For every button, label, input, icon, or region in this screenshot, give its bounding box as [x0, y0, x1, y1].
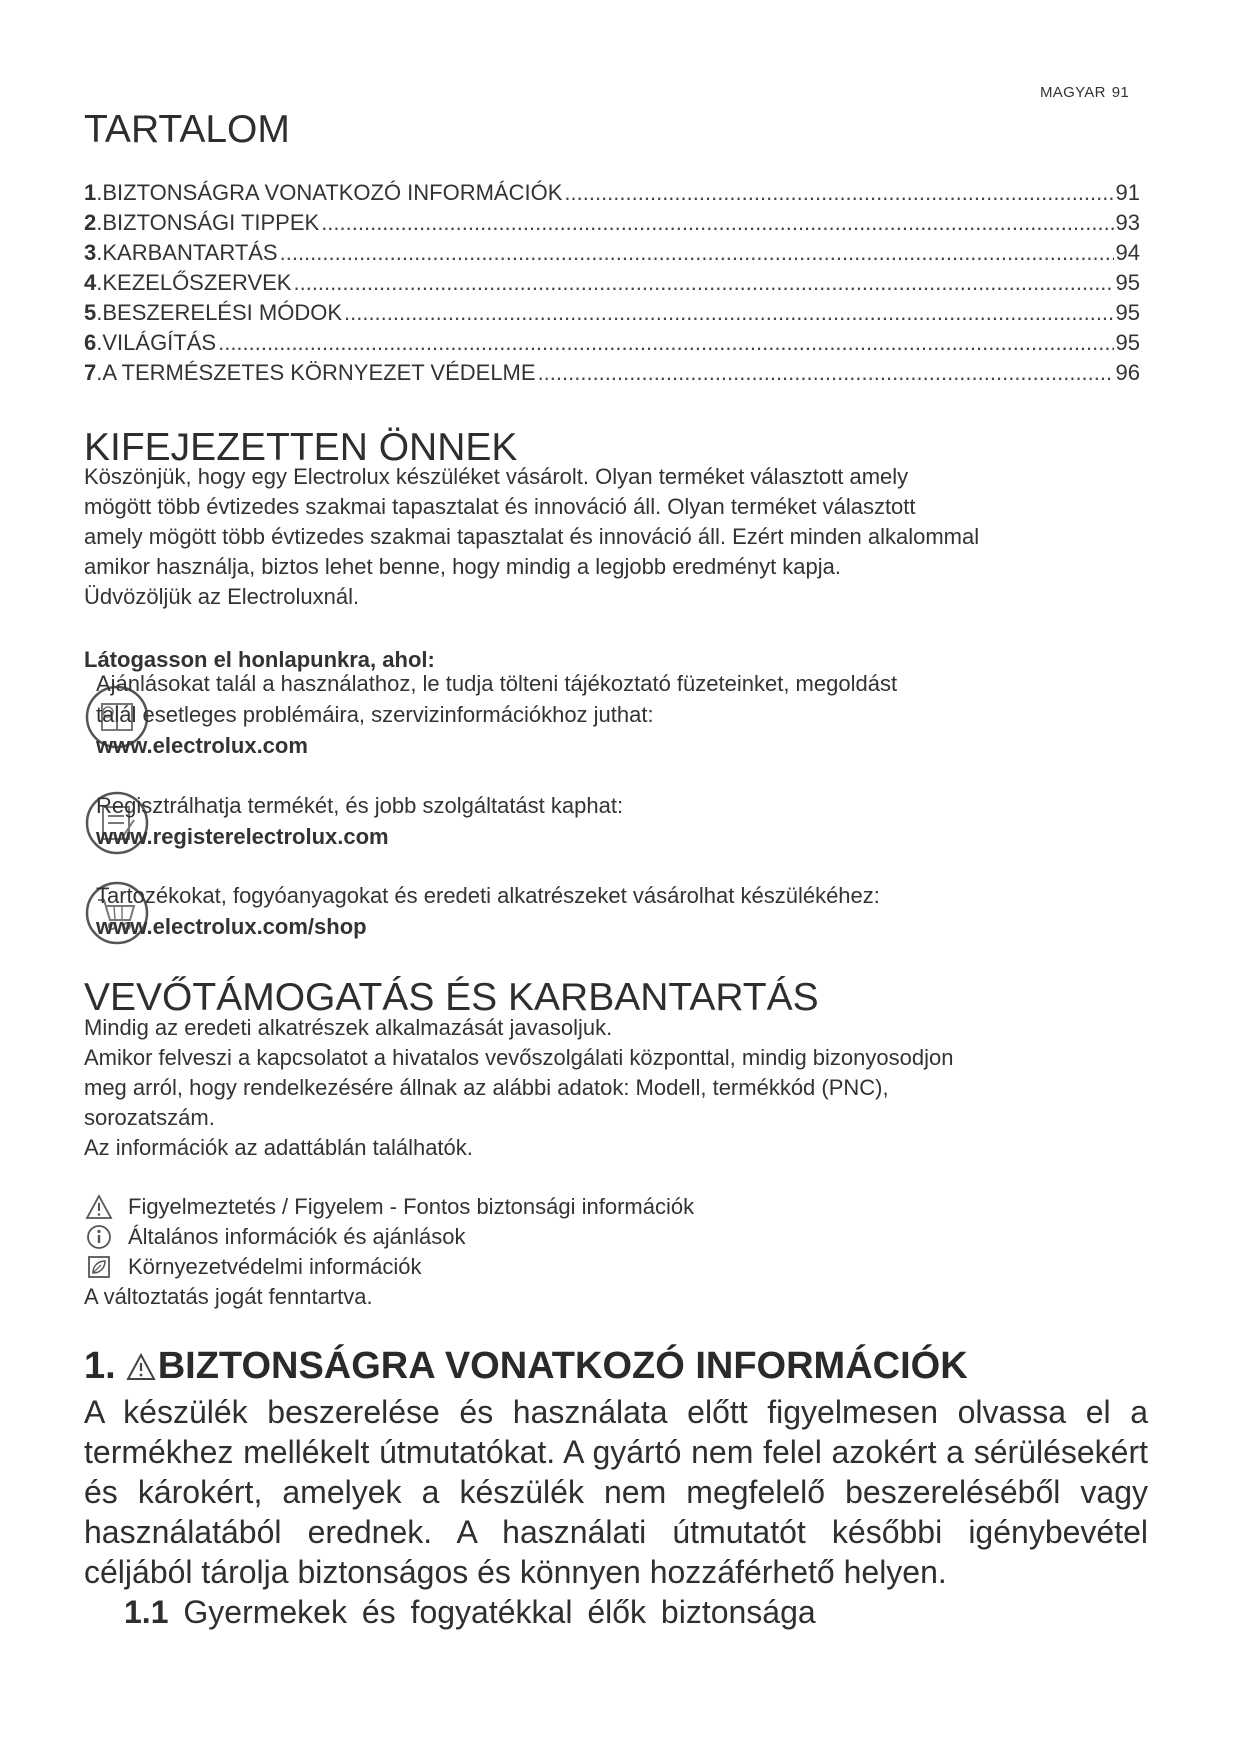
intro-text: Köszönjük, hogy egy Electrolux készüléket vásárolt. Olyan terméket választott amely mögött több évtizedes szakmai tapasztalat és innováció áll. Olyan terméket választott amely mögött több évtizedes szakmai tapasztalat és innováció áll. Ezért minden alkalommal amikor használja, biztos lehet benne, hogy mindig a legjobb eredményt kapja. Üdvözöljük az Electroluxnál.: [84, 464, 980, 609]
table-of-contents: [84, 180, 1140, 390]
visit-block-register: Regisztrálhatja termékét, és jobb szolgáltatást kaphat: www.registerelectrolux.com: [96, 790, 623, 852]
legend-note: A változtatás jogát fenntartva.: [84, 1284, 373, 1309]
electrolux-link[interactable]: www.electrolux.com: [96, 733, 308, 758]
section1-title: BIZTONSÁGRA VONATKOZÓ INFORMÁCIÓK: [157, 1345, 968, 1387]
toc-item[interactable]: 4 . KEZELŐSZERVEK ..... 95: [84, 270, 1140, 300]
toc-dot-leader: [564, 180, 1113, 206]
toc-title: TARTALOM: [84, 108, 290, 151]
section1-number: 1.: [84, 1345, 116, 1387]
leaf-environment-icon: [84, 1254, 114, 1280]
info-circle-icon: [84, 1224, 114, 1250]
subsection-heading: 1.1 Gyermekek és fogyatékkal élők biztonsága: [124, 1594, 816, 1630]
toc-item[interactable]: 1 . BIZTONSÁGRA VONATKOZÓ INFORMÁCIÓK ..... 91: [84, 180, 1140, 210]
support-title: VEVŐTÁMOGATÁS ÉS KARBANTARTÁS: [84, 976, 819, 1019]
toc-dot-leader: [538, 360, 1114, 386]
legend-item: Általános információk és ajánlások: [84, 1222, 694, 1252]
toc-dot-leader: [293, 270, 1113, 296]
register-link[interactable]: www.registerelectrolux.com: [96, 824, 389, 849]
intro-title: KIFEJEZETTEN ÖNNEK: [84, 426, 518, 469]
visit-label: Látogasson el honlapunkra, ahol:: [84, 647, 435, 672]
toc-dot-leader: [218, 330, 1113, 356]
symbol-legend: [84, 1192, 694, 1312]
section1-body: A készülék beszerelése és használata előtt figyelmesen olvassa el a termékhez mellékelt útmutatókat. A gyártó nem felel azokért a sérülésekért és károkért, amelyek a készülék nem megfelelő beszereléséből vagy használatából erednek. A használati útmutatót későbbi igénybevétel céljából tárolja biztonságos és könnyen hozzáférhető helyen.: [84, 1394, 1148, 1590]
toc-dot-leader: [280, 240, 1114, 266]
page-header: [1040, 84, 1129, 101]
header-language: MAGYAR: [1040, 84, 1106, 101]
legend-item: Környezetvédelmi információk: [84, 1252, 694, 1282]
support-text: Mindig az eredeti alkatrészek alkalmazását javasoljuk. Amikor felveszi a kapcsolatot a hivatalos vevőszolgálati központtal, mindig bizonyosodjon meg arról, hogy rendelkezésére állnak az alábbi adatok: Modell, termékkód (PNC), sorozatszám. Az információk az adattáblán találhatók.: [84, 1015, 954, 1160]
toc-item[interactable]: 6 . VILÁGÍTÁS ..... 95: [84, 330, 1140, 360]
warning-triangle-icon: [126, 1353, 156, 1381]
visit-block-recommendations: Ajánlásokat talál a használathoz, le tudja tölteni tájékoztató füzeteinket, megoldást talál esetleges problémáira, szervizinformációkhoz juthat: www.electrolux.com: [96, 668, 897, 761]
toc-item[interactable]: 2 . BIZTONSÁGI TIPPEK ..... 93: [84, 210, 1140, 240]
legend-item: Figyelmeztetés / Figyelem - Fontos biztonsági információk: [84, 1192, 694, 1222]
toc-dot-leader: [321, 210, 1113, 236]
visit-block-shop: Tartozékokat, fogyóanyagokat és eredeti alkatrészeket vásárolhat készülékéhez: www.electrolux.com/shop: [96, 880, 880, 942]
shop-link[interactable]: www.electrolux.com/shop: [96, 914, 367, 939]
header-page-number: 91: [1111, 84, 1129, 101]
section1-heading: [84, 1345, 968, 1388]
toc-item[interactable]: 7 . A TERMÉSZETES KÖRNYEZET VÉDELME ..... 96: [84, 360, 1140, 390]
toc-item[interactable]: 5 . BESZERELÉSI MÓDOK ..... 95: [84, 300, 1140, 330]
warning-triangle-icon: [84, 1194, 114, 1220]
toc-item[interactable]: 3 . KARBANTARTÁS ..... 94: [84, 240, 1140, 270]
toc-dot-leader: [344, 300, 1114, 326]
